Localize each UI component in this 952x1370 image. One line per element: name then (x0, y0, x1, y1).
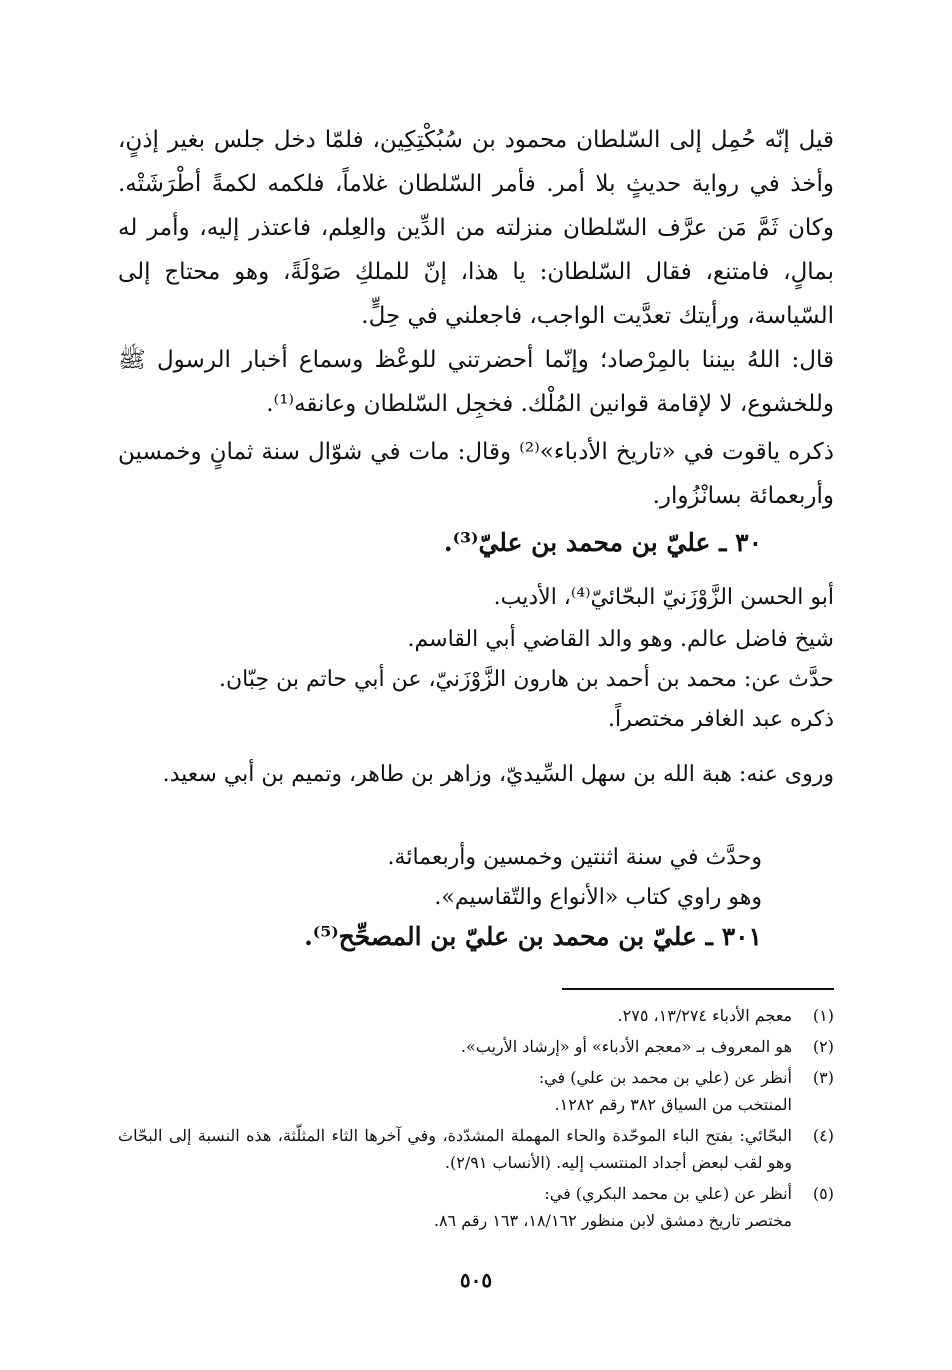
footnote-item (118, 1180, 834, 1234)
footnote-item (118, 1033, 834, 1060)
footnotes (118, 1002, 834, 1238)
footnote-number: (١) (812, 1006, 834, 1025)
footnote-line: مختصر تاريخ دمشق لابن منظور ١٨/١٦٢، ١٦٣ رقم ٨٦. (433, 1211, 792, 1230)
footnote-line: البحّائي: بفتح الباء الموحّدة والحاء المهملة المشدّدة، وفي آخرها الثاء المثلّثة، هذه النسبة إلى البحّاث وهو لقب لبعض أجداد المنتسب إليه. (الأنساب ٢/٩١). (118, 1126, 792, 1172)
footnote-number: (٢) (812, 1037, 834, 1056)
footnote-number: (٤) (812, 1126, 834, 1145)
entry-30-narration-year: وحدَّث في سنة اثنتين وخمسين وأربعمائة. (387, 845, 762, 870)
entry-30-kunya: أبو الحسن الزَّوْزَنيّ البحّائيّ⁽⁴⁾، الأديب. (493, 585, 834, 610)
footnote-text (118, 1122, 792, 1176)
footnote-item (118, 1002, 834, 1029)
entry-30-narrated-by: وروى عنه: هبة الله بن سهل السِّيديّ، وزاهر بن طاهر، وتميم بن أبي سعيد. (162, 762, 834, 787)
footnote-line: المنتخب من السياق ٣٨٢ رقم ١٢٨٢. (554, 1095, 792, 1114)
footnote-text (118, 1033, 792, 1060)
entry-301-heading: ٣٠١ ـ عليّ بن محمد بن عليّ بن المصحِّح⁽⁵⁾. (304, 922, 762, 951)
footnote-text (118, 1180, 792, 1234)
body-paragraph-3: ذكره ياقوت في «تاريخ الأدباء»⁽²⁾ وقال: مات في شوّال سنة ثمانٍ وخمسين وأربعمائة بسانْزُوار. (118, 439, 834, 509)
footnote-text (118, 1064, 792, 1118)
entry-30-mentioned-by: ذكره عبد الغافر مختصراً. (608, 707, 834, 732)
entry-30-heading: ٣٠ ـ عليّ بن محمد بن عليّ⁽³⁾. (443, 528, 762, 557)
footnote-text (118, 1002, 792, 1029)
footnote-line: هو المعروف بـ «معجم الأدباء» أو «إرشاد الأريب». (460, 1037, 792, 1056)
page-number: ٥٠٥ (459, 1268, 493, 1292)
footnote-line: أنظر عن (علي بن محمد بن علي) في: (538, 1068, 792, 1087)
footnote-item (118, 1064, 834, 1118)
body-paragraph-1: قيل إنّه حُمِل إلى السّلطان محمود بن سُبُكْتِكِين، فلمّا دخل جلس بغير إذنٍ، وأخذ في رواية حديثٍ بلا أمر. فأمر السّلطان غلاماً، فلكمه لكمةً أطْرَشَتْه. وكان ثَمَّ مَن عرَّف السّلطان منزلته من الدِّين والعِلم، فاعتذر إليه، وأمر له بمالٍ، فامتنع، فقال السّلطان: يا هذا، إنّ للملكِ صَوْلَةً، وهو محتاج إلى السّياسة، ورأيتك تعدَّيت الواجب، فاجعلني في حِلٍّ. (118, 127, 834, 329)
footnote-line: معجم الأدباء ١٣/٢٧٤، ٢٧٥. (617, 1006, 792, 1025)
entry-30-description: شيخ فاضل عالم. وهو والد القاضي أبي القاسم. (407, 627, 834, 652)
footnote-separator (562, 988, 834, 990)
footnote-item (118, 1122, 834, 1176)
body-paragraph-2: قال: اللهُ بيننا بالمِرْصاد؛ وإنّما أحضرتني للوعْظ وسماع أخبار الرسول ﷺ وللخشوع، لا لإقامة قوانين المُلْك. فخجِل السّلطان وعانقه⁽¹⁾. (118, 347, 834, 417)
footnote-number: (٣) (812, 1068, 834, 1087)
entry-30-book-note: وهو راوي كتاب «الأنواع والتّقاسيم». (434, 885, 762, 910)
footnote-line: أنظر عن (علي بن محمد البكري) في: (544, 1184, 792, 1203)
footnote-number: (٥) (812, 1184, 834, 1203)
entry-30-narrated-from: حدَّث عن: محمد بن أحمد بن هارون الزَّوْزَنيّ، عن أبي حاتم بن حِبّان. (219, 667, 834, 692)
